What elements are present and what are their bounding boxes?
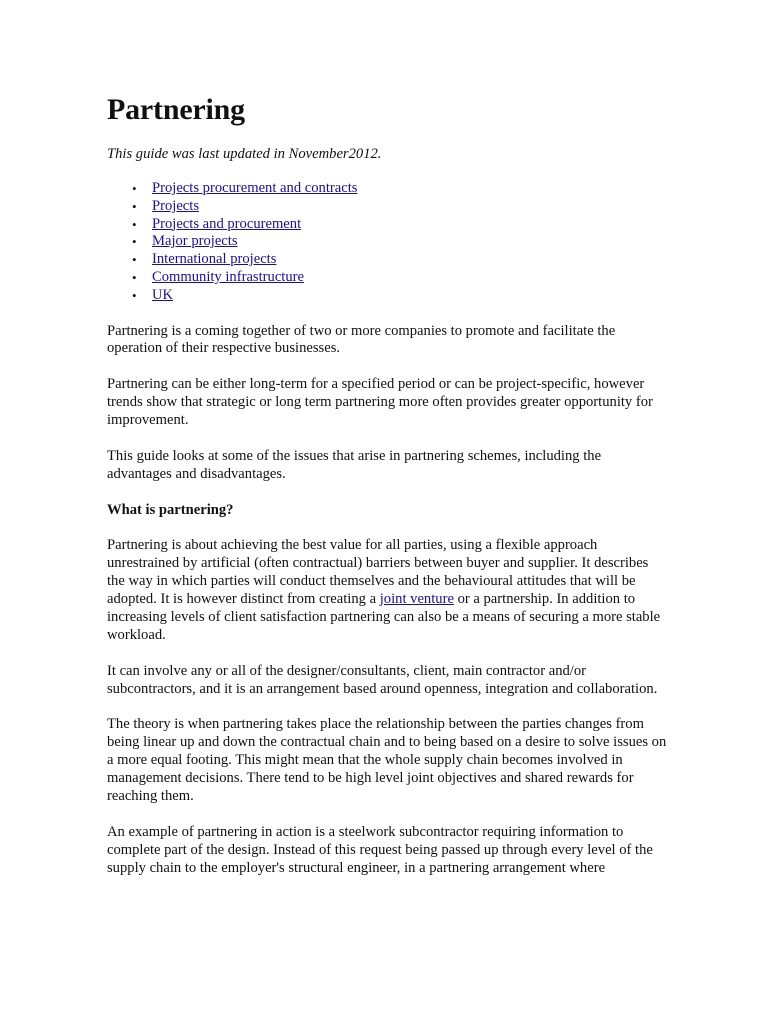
section-heading-what-is-partnering: What is partnering? bbox=[107, 501, 234, 518]
topic-links-list bbox=[107, 180, 667, 305]
paragraph-participants: It can involve any or all of the designer/consultants, client, main contractor and/or subcontractors, and it is an arrangement based around openness, integration and collaboration. bbox=[107, 662, 658, 697]
bullet-icon: • bbox=[132, 216, 137, 232]
bullet-icon: • bbox=[132, 234, 137, 250]
paragraph-example: An example of partnering in action is a steelwork subcontractor requiring information to complete part of the design. Instead of this request being passed up through every level of the supply chain to the employer's structural engineer, in a partnering arrangement where bbox=[107, 823, 653, 876]
joint-venture-link[interactable]: joint venture bbox=[379, 591, 454, 608]
topic-link-projects-procurement-contracts[interactable]: Projects procurement and contracts bbox=[152, 180, 358, 196]
topic-link-community-infrastructure[interactable]: Community infrastructure bbox=[152, 268, 304, 285]
topic-link-projects[interactable]: Projects bbox=[152, 197, 200, 214]
list-item bbox=[107, 251, 667, 269]
topic-link-uk[interactable]: UK bbox=[152, 286, 174, 303]
paragraph-definition bbox=[107, 537, 667, 644]
paragraph-text: or a partnership. In addition to increasing levels of client satisfaction partnering can also be a means of securing a more stable workload. bbox=[107, 591, 661, 643]
list-item bbox=[107, 198, 667, 216]
paragraph-guide-scope: This guide looks at some of the issues that arise in partnering schemes, including the advantages and disadvantages. bbox=[107, 447, 602, 482]
list-item bbox=[107, 287, 667, 305]
bullet-icon: • bbox=[132, 252, 137, 268]
bullet-icon: • bbox=[132, 269, 137, 285]
last-updated-note: This guide was last updated in November2012. bbox=[107, 146, 382, 162]
paragraph-long-term: Partnering can be either long-term for a specified period or can be project-specific, however trends show that strategic or long term partnering more often provides greater opportunity for improvement. bbox=[107, 376, 653, 429]
paragraph-intro: Partnering is a coming together of two or more companies to promote and facilitate the operation of their respective businesses. bbox=[107, 322, 616, 357]
topic-link-international-projects[interactable]: International projects bbox=[152, 251, 277, 268]
list-item bbox=[107, 216, 667, 234]
paragraph-theory: The theory is when partnering takes place the relationship between the parties changes from being linear up and down the contractual chain and to being based on a desire to solve issues on a more equal footing. This might mean that the whole supply chain becomes involved in management decisions. There tend to be high level joint objectives and shared rewards for reaching them. bbox=[107, 716, 667, 805]
topic-link-projects-and-procurement[interactable]: Projects and procurement bbox=[152, 215, 302, 232]
list-item bbox=[107, 233, 667, 251]
topic-link-major-projects[interactable]: Major projects bbox=[152, 233, 238, 250]
bullet-icon: • bbox=[132, 287, 137, 303]
bullet-icon: • bbox=[132, 198, 137, 214]
bullet-icon: • bbox=[132, 181, 137, 196]
page-title: Partnering bbox=[107, 93, 245, 126]
list-item bbox=[107, 180, 667, 198]
document-body bbox=[107, 92, 667, 878]
paragraph-text: Partnering is about achieving the best value for all parties, using a flexible approach unrestrained by artificial (often contractual) barriers between buyer and supplier. It describes the way in which parties will conduct themselves and the behavioural attitudes that will be adopted. It is however distinct from creating a bbox=[107, 537, 649, 608]
list-item bbox=[107, 269, 667, 287]
